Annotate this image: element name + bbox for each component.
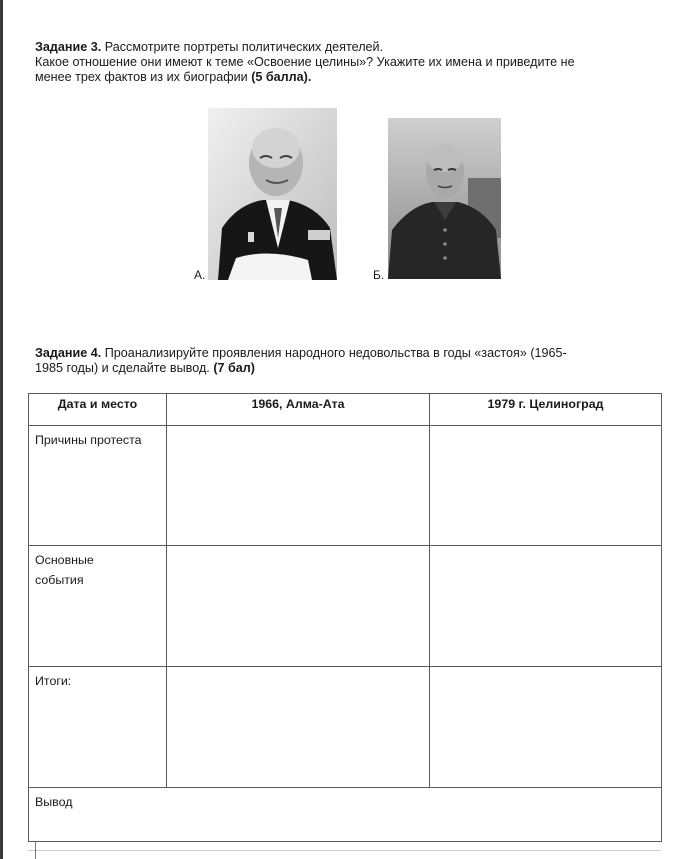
task-4-points: (7 бал) [213, 361, 255, 375]
task-3-line-3 [35, 70, 655, 85]
table-row-conclusion [29, 788, 662, 842]
cell-results-1979[interactable] [430, 667, 662, 788]
task-3-line-1 [35, 40, 655, 55]
portrait-a-caption: А. [194, 268, 206, 282]
task-3-period: . [307, 70, 312, 84]
cell-results-1966[interactable] [167, 667, 430, 788]
row-label-conclusion[interactable]: Вывод [29, 788, 662, 842]
task-3-points: (5 балла) [251, 70, 308, 84]
portrait-a-photo [208, 108, 337, 280]
protest-analysis-table [28, 393, 662, 842]
table-row-events [29, 546, 662, 667]
cell-causes-1979[interactable] [430, 426, 662, 546]
task-3-line-2: Какое отношение они имеют к теме «Освоение целины»? Укажите их имена и приведите не [35, 55, 575, 69]
page-bottom-tick [35, 842, 36, 859]
page-bottom-line [28, 850, 661, 851]
page-left-edge [0, 0, 3, 859]
table-row-results [29, 667, 662, 788]
task-4-text-2: 1985 годы) и сделайте вывод. [35, 361, 210, 375]
task-3 [35, 40, 655, 85]
header-1966-alma-ata: 1966, Алма-Ата [167, 394, 430, 426]
task-4 [35, 346, 655, 376]
task-3-text-1: Рассмотрите портреты политических деятелей. [104, 40, 384, 54]
task-4-text-1: Проанализируйте проявления народного недовольства в годы «застоя» (1965- [104, 346, 567, 360]
task-4-line-1 [35, 346, 655, 361]
task-4-line-2 [35, 361, 655, 376]
task-3-label: Задание 3. [35, 40, 102, 54]
row-label-events [29, 546, 167, 667]
portrait-b-caption: Б. [373, 268, 385, 282]
row-label-results: Итоги: [29, 667, 167, 788]
task-4-label: Задание 4. [35, 346, 102, 360]
task-3-text-3: менее трех фактов из их биографии [35, 70, 248, 84]
row-label-causes: Причины протеста [29, 426, 167, 546]
header-date-place: Дата и место [29, 394, 167, 426]
cell-events-1966[interactable] [167, 546, 430, 667]
cell-events-1979[interactable] [430, 546, 662, 667]
header-1979-tselinograd: 1979 г. Целиноград [430, 394, 662, 426]
cell-causes-1966[interactable] [167, 426, 430, 546]
portrait-b-photo [388, 118, 501, 279]
table-header-row [29, 394, 662, 426]
table-row-causes [29, 426, 662, 546]
row-label-events-line-2: события [35, 573, 84, 587]
row-label-events-line-1: Основные [35, 553, 94, 567]
